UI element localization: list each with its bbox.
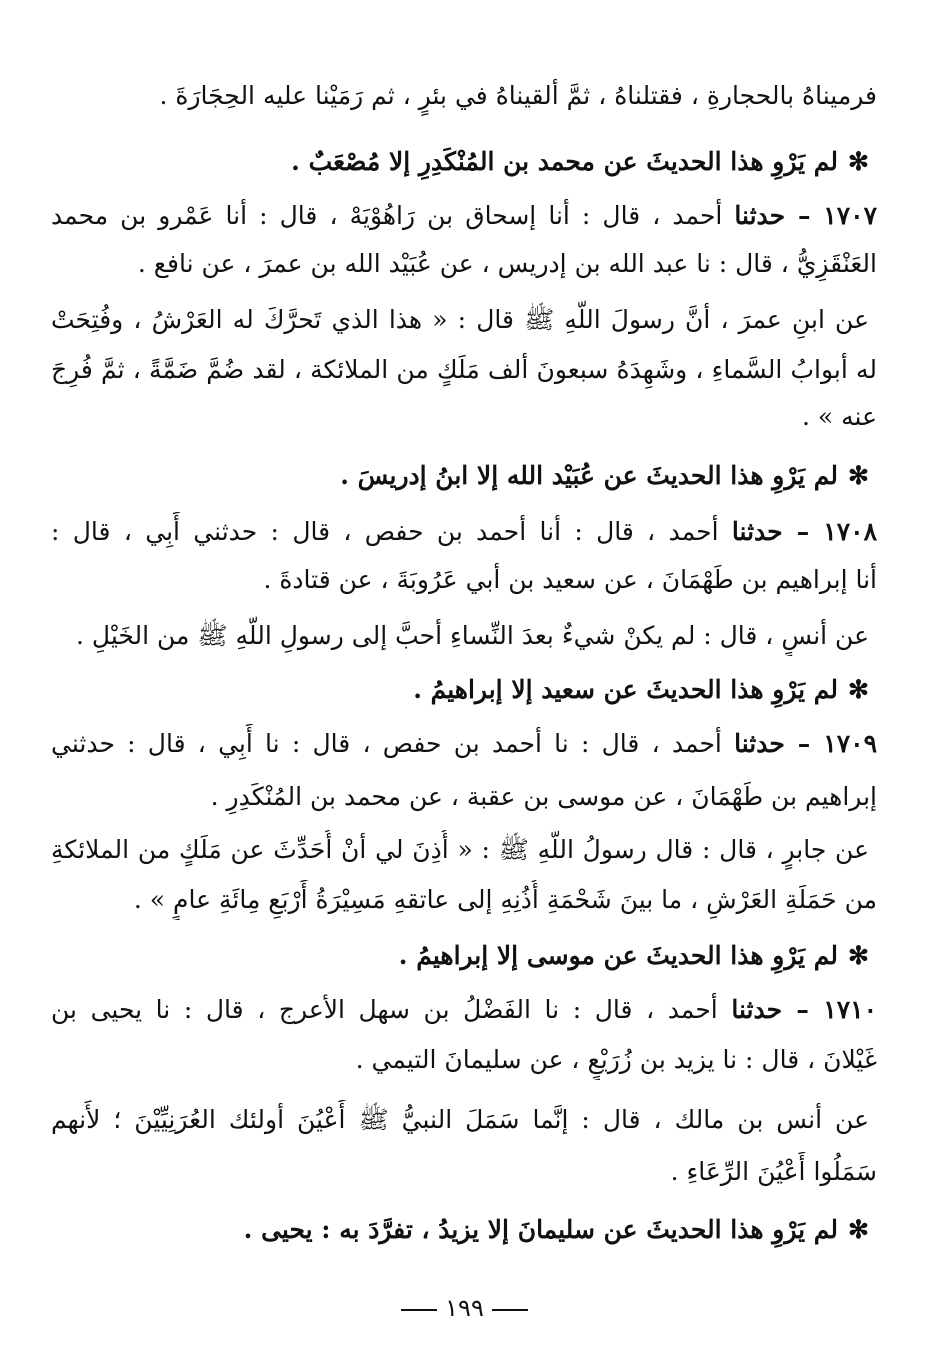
- text-line: أنا إبراهيم بن طَهْمَانَ ، عن سعيد بن أبي عَرُوبَةَ ، عن قتادةَ .: [263, 565, 877, 594]
- dash-left: [492, 1309, 528, 1311]
- note-line: ✻لم يَرْوِ هذا الحديثَ عن عُبَيْد الله إلا ابنُ إدريسَ .: [340, 461, 869, 490]
- hadith-number: ١٧٠٨ – حدثنا: [731, 517, 877, 546]
- note-line: ✻لم يَرْوِ هذا الحديثَ عن موسى إلا إبراهيمُ .: [398, 941, 869, 970]
- note-line: ✻لم يَرْوِ هذا الحديثَ عن سعيد إلا إبراهيمُ .: [413, 675, 869, 704]
- hadith-number: ١٧٠٩ – حدثنا: [734, 729, 877, 758]
- text-line: عن ابنِ عمرَ ، أنَّ رسولَ اللَّهِ ﷺ قال : « هذا الذي تَحرَّكَ له العَرْشُ ، وفُتِحَتْ: [51, 305, 869, 334]
- hadith-number: ١٧١٠ – حدثنا: [731, 995, 877, 1024]
- star-icon: ✻: [848, 941, 869, 970]
- star-icon: ✻: [848, 461, 869, 490]
- text-line: إبراهيم بن طَهْمَانَ ، عن موسى بن عقبة ، عن محمد بن المُنْكَدِرِ .: [210, 782, 877, 811]
- star-icon: ✻: [848, 1215, 869, 1244]
- hadith-1710-line: ١٧١٠ – حدثنا أحمد ، قال : نا الفَضْلُ بن سهل الأعرج ، قال : نا يحيى بن: [51, 995, 877, 1024]
- note-line: ✻لم يَرْوِ هذا الحديثَ عن محمد بن المُنْكَدِرِ إلا مُصْعَبٌ .: [291, 147, 869, 176]
- page-footer: [0, 1288, 929, 1328]
- text-line: عن جابرٍ ، قال : قال رسولُ اللَّهِ ﷺ : « أُذِنَ لي أنْ أُحَدِّثَ عن مَلَكٍ من الملائكةِ: [51, 835, 869, 864]
- star-icon: ✻: [848, 147, 869, 176]
- text-line: له أبوابُ السَّماءِ ، وشَهِدَهُ سبعونَ ألف مَلَكٍ من الملائكة ، لقد ضُمَّ ضَمَّةً ، ثمَّ فُرِجَ: [51, 355, 877, 384]
- text-line: عنه » .: [802, 402, 877, 431]
- hadith-1708-line: ١٧٠٨ – حدثنا أحمد ، قال : أنا أحمد بن حفص ، قال : حدثني أَبِي ، قال :: [51, 517, 877, 546]
- page-number: ١٩٩: [445, 1294, 484, 1322]
- text-line: فرميناهُ بالحجارةِ ، فقتلناهُ ، ثمَّ ألقيناهُ في بئرٍ ، ثم رَمَيْنا عليه الحِجَارَةَ .: [159, 81, 877, 110]
- hadith-1709-line: ١٧٠٩ – حدثنا أحمد ، قال : نا أحمد بن حفص ، قال : نا أَبِي ، قال : حدثني: [51, 729, 877, 758]
- note-line: ✻لم يَرْوِ هذا الحديثَ عن سليمانَ إلا يزيدُ ، تفرَّدَ به : يحيى .: [243, 1215, 869, 1244]
- text-line: العَنْقَزِيُّ ، قال : نا عبد الله بن إدريس ، عن عُبَيْد الله بن عمرَ ، عن نافع .: [137, 249, 877, 278]
- text-line: من حَمَلَةِ العَرْشِ ، ما بينَ شَحْمَةِ أُذُنِهِ إلى عاتقهِ مَسِيْرَةُ أَرْبَعِ مِائَةِ عامٍ » .: [133, 885, 877, 914]
- text-line: عن أنسٍ ، قال : لم يكنْ شيءٌ بعدَ النِّساءِ أحبَّ إلى رسولِ اللَّهِ ﷺ من الخَيْلِ .: [76, 621, 869, 650]
- text-line: عن أنس بن مالك ، قال : إنَّما سَمَلَ النبيُّ ﷺ أَعْيُنَ أولئك العُرَنِيِّيْنَ ؛ لأَنهم: [51, 1105, 869, 1134]
- hadith-1707-line: ١٧٠٧ – حدثنا أحمد ، قال : أنا إسحاق بن رَاهُوْيَهْ ، قال : أنا عَمْرو بن محمد: [51, 201, 877, 230]
- hadith-number: ١٧٠٧ – حدثنا: [734, 201, 877, 230]
- text-line: سَمَلُوا أَعْيُنَ الرِّعَاءِ .: [670, 1157, 877, 1186]
- star-icon: ✻: [848, 675, 869, 704]
- dash-right: [401, 1309, 437, 1311]
- text-line: غَيْلانَ ، قال : نا يزيد بن زُرَيْعٍ ، عن سليمانَ التيمي .: [355, 1045, 877, 1074]
